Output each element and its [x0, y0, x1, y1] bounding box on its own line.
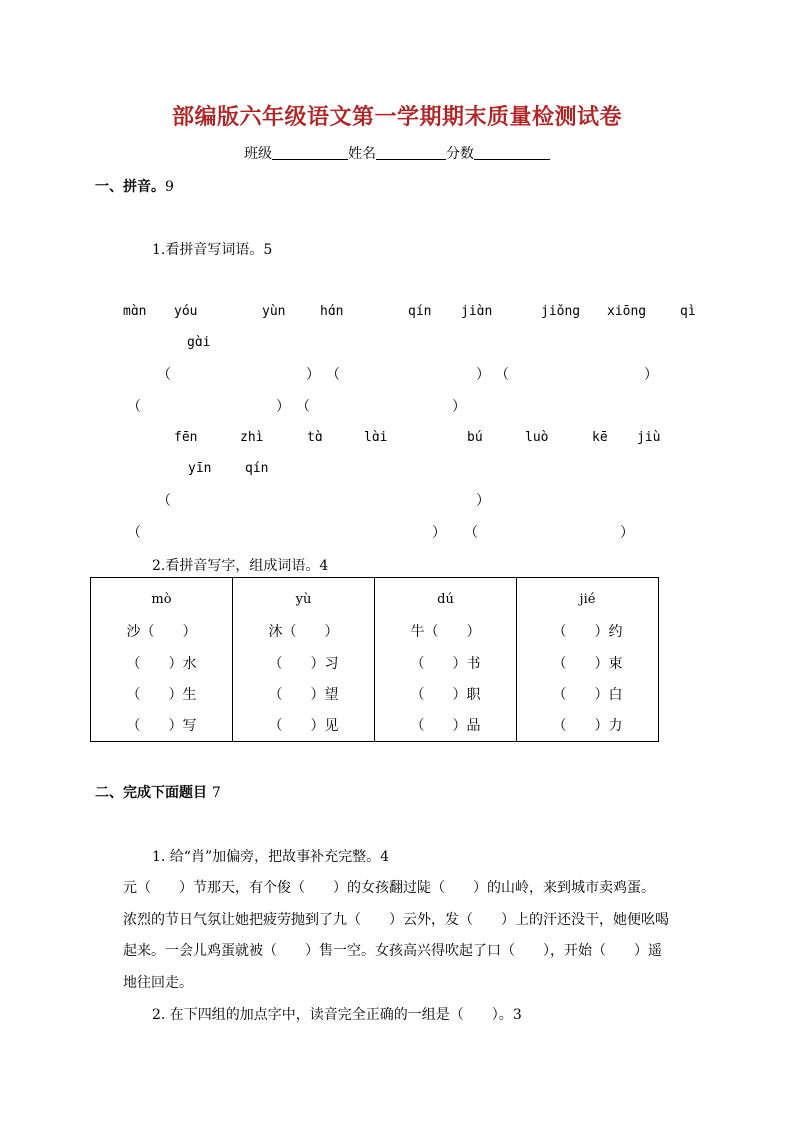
section2-heading: [95, 782, 221, 802]
class-blank[interactable]: [272, 145, 348, 160]
pinyin-row-2-item: fēn: [174, 430, 198, 445]
close-paren: ）: [476, 367, 490, 383]
table-column: [375, 578, 517, 742]
column-pinyin: mò: [151, 592, 172, 607]
class-label: 班级: [244, 146, 272, 162]
column-pinyin: yù: [295, 592, 312, 607]
pinyin-row-2b-item: qín: [245, 461, 269, 476]
pinyin-row-2-item: jiù: [637, 430, 661, 445]
q1-1-label: 1.看拼音写词语。: [152, 242, 264, 258]
close-paren: ）: [644, 367, 658, 383]
q2-1-score: 4: [380, 849, 390, 865]
table-column: [517, 578, 659, 742]
exam-title: 部编版六年级语文第一学期期末质量检测试卷: [171, 105, 622, 130]
word-blank[interactable]: 牛（ ）: [410, 624, 481, 640]
section1-heading-text: 一、拼音。: [95, 179, 165, 195]
close-paren: ）: [432, 525, 446, 541]
q1-1-score: 5: [263, 242, 273, 258]
section2-score: 7: [211, 785, 221, 801]
open-paren: （: [157, 493, 171, 509]
pinyin-row-2b-item: yīn: [188, 461, 212, 476]
q1-2-score: 4: [319, 558, 329, 574]
open-paren: （: [127, 525, 141, 541]
word-blank[interactable]: 沙（ ）: [126, 624, 197, 640]
open-paren: （: [326, 367, 340, 383]
pinyin-row-1-item: jiɑ̀n: [461, 304, 493, 319]
section1-score: 9: [165, 179, 174, 195]
word-blank[interactable]: （ ）望: [268, 687, 339, 703]
pinyin-row-1-item: xiōng: [607, 304, 647, 319]
q2-1-label: 1. 给“肖”加偏旁，把故事补充完整。: [152, 849, 381, 865]
score-blank[interactable]: [474, 145, 550, 160]
word-blank[interactable]: （ ）约: [552, 624, 623, 640]
name-blank[interactable]: [376, 145, 446, 160]
word-blank[interactable]: （ ）见: [268, 718, 339, 734]
pinyin-row-2-item: luò: [525, 430, 549, 445]
pinyin-row-2-item: bú: [467, 430, 483, 445]
open-paren: （: [464, 525, 478, 541]
q2-2-score: 3: [512, 1007, 522, 1023]
open-paren: （: [296, 399, 310, 415]
pinyin-row-1-item: yóu: [174, 304, 198, 319]
pinyin-row-2-item: zhì: [240, 430, 264, 445]
pinyin-row-1b-item: gɑ̀i: [187, 335, 211, 350]
story-line: 起来。一会儿鸡蛋就被（ ）售一空。女孩高兴得吹起了口（ ），开始（ ）遥: [123, 943, 662, 959]
section2-heading-text: 二、完成下面题目: [95, 785, 207, 801]
student-info-line: [0, 143, 794, 163]
word-blank[interactable]: （ ）束: [552, 656, 623, 672]
question-2-2: [152, 1004, 522, 1024]
q1-2-label: 2.看拼音写字，组成词语。: [152, 558, 320, 574]
column-pinyin: dú: [437, 592, 454, 607]
name-label: 姓名: [348, 146, 376, 162]
story-line: 地往回走。: [123, 975, 193, 991]
open-paren: （: [495, 367, 509, 383]
pinyin-row-1-item: qì: [680, 304, 696, 319]
pinyin-row-1-item: hɑ́n: [320, 304, 344, 319]
question-2-1: [152, 846, 389, 866]
pinyin-character-table: [90, 577, 659, 742]
close-paren: ）: [620, 525, 634, 541]
q2-2-label: 2. 在下四组的加点字中，读音完全正确的一组是（ ）。: [152, 1007, 513, 1023]
word-blank[interactable]: （ ）品: [410, 718, 481, 734]
table-column: [233, 578, 375, 742]
table-column: [91, 578, 233, 742]
score-label: 分数: [446, 146, 474, 162]
word-blank[interactable]: （ ）习: [268, 656, 339, 672]
open-paren: （: [157, 367, 171, 383]
pinyin-row-1-item: mɑ̀n: [123, 304, 147, 319]
question-1-1: [152, 239, 272, 259]
close-paren: ）: [276, 399, 290, 415]
close-paren: ）: [306, 367, 320, 383]
pinyin-row-2-item: lɑ̀i: [364, 430, 388, 445]
word-blank[interactable]: （ ）白: [552, 687, 623, 703]
word-blank[interactable]: （ ）生: [126, 687, 197, 703]
word-blank[interactable]: （ ）写: [126, 718, 197, 734]
pinyin-row-1-item: jiǒng: [541, 304, 581, 319]
pinyin-row-1-item: yùn: [262, 304, 286, 319]
word-blank[interactable]: 沐（ ）: [268, 624, 339, 640]
open-paren: （: [127, 399, 141, 415]
story-line: 元（ ）节那天，有个俊（ ）的女孩翻过陡（ ）的山岭，来到城市卖鸡蛋。: [123, 880, 655, 896]
word-blank[interactable]: （ ）书: [410, 656, 481, 672]
section1-heading: [95, 176, 174, 196]
story-line: 浓烈的节日气氛让她把疲劳抛到了九（ ）云外，发（ ）上的汗还没干，她便吆喝: [123, 912, 669, 928]
close-paren: ）: [452, 399, 466, 415]
word-blank[interactable]: （ ）力: [552, 718, 623, 734]
column-pinyin: jié: [579, 592, 596, 607]
word-blank[interactable]: （ ）职: [410, 687, 481, 703]
question-1-2: [152, 555, 328, 575]
pinyin-row-2-item: tɑ̀: [307, 430, 323, 445]
close-paren: ）: [476, 493, 490, 509]
pinyin-row-1-item: qín: [408, 304, 432, 319]
pinyin-row-2-item: kē: [592, 430, 608, 445]
word-blank[interactable]: （ ）水: [126, 656, 197, 672]
